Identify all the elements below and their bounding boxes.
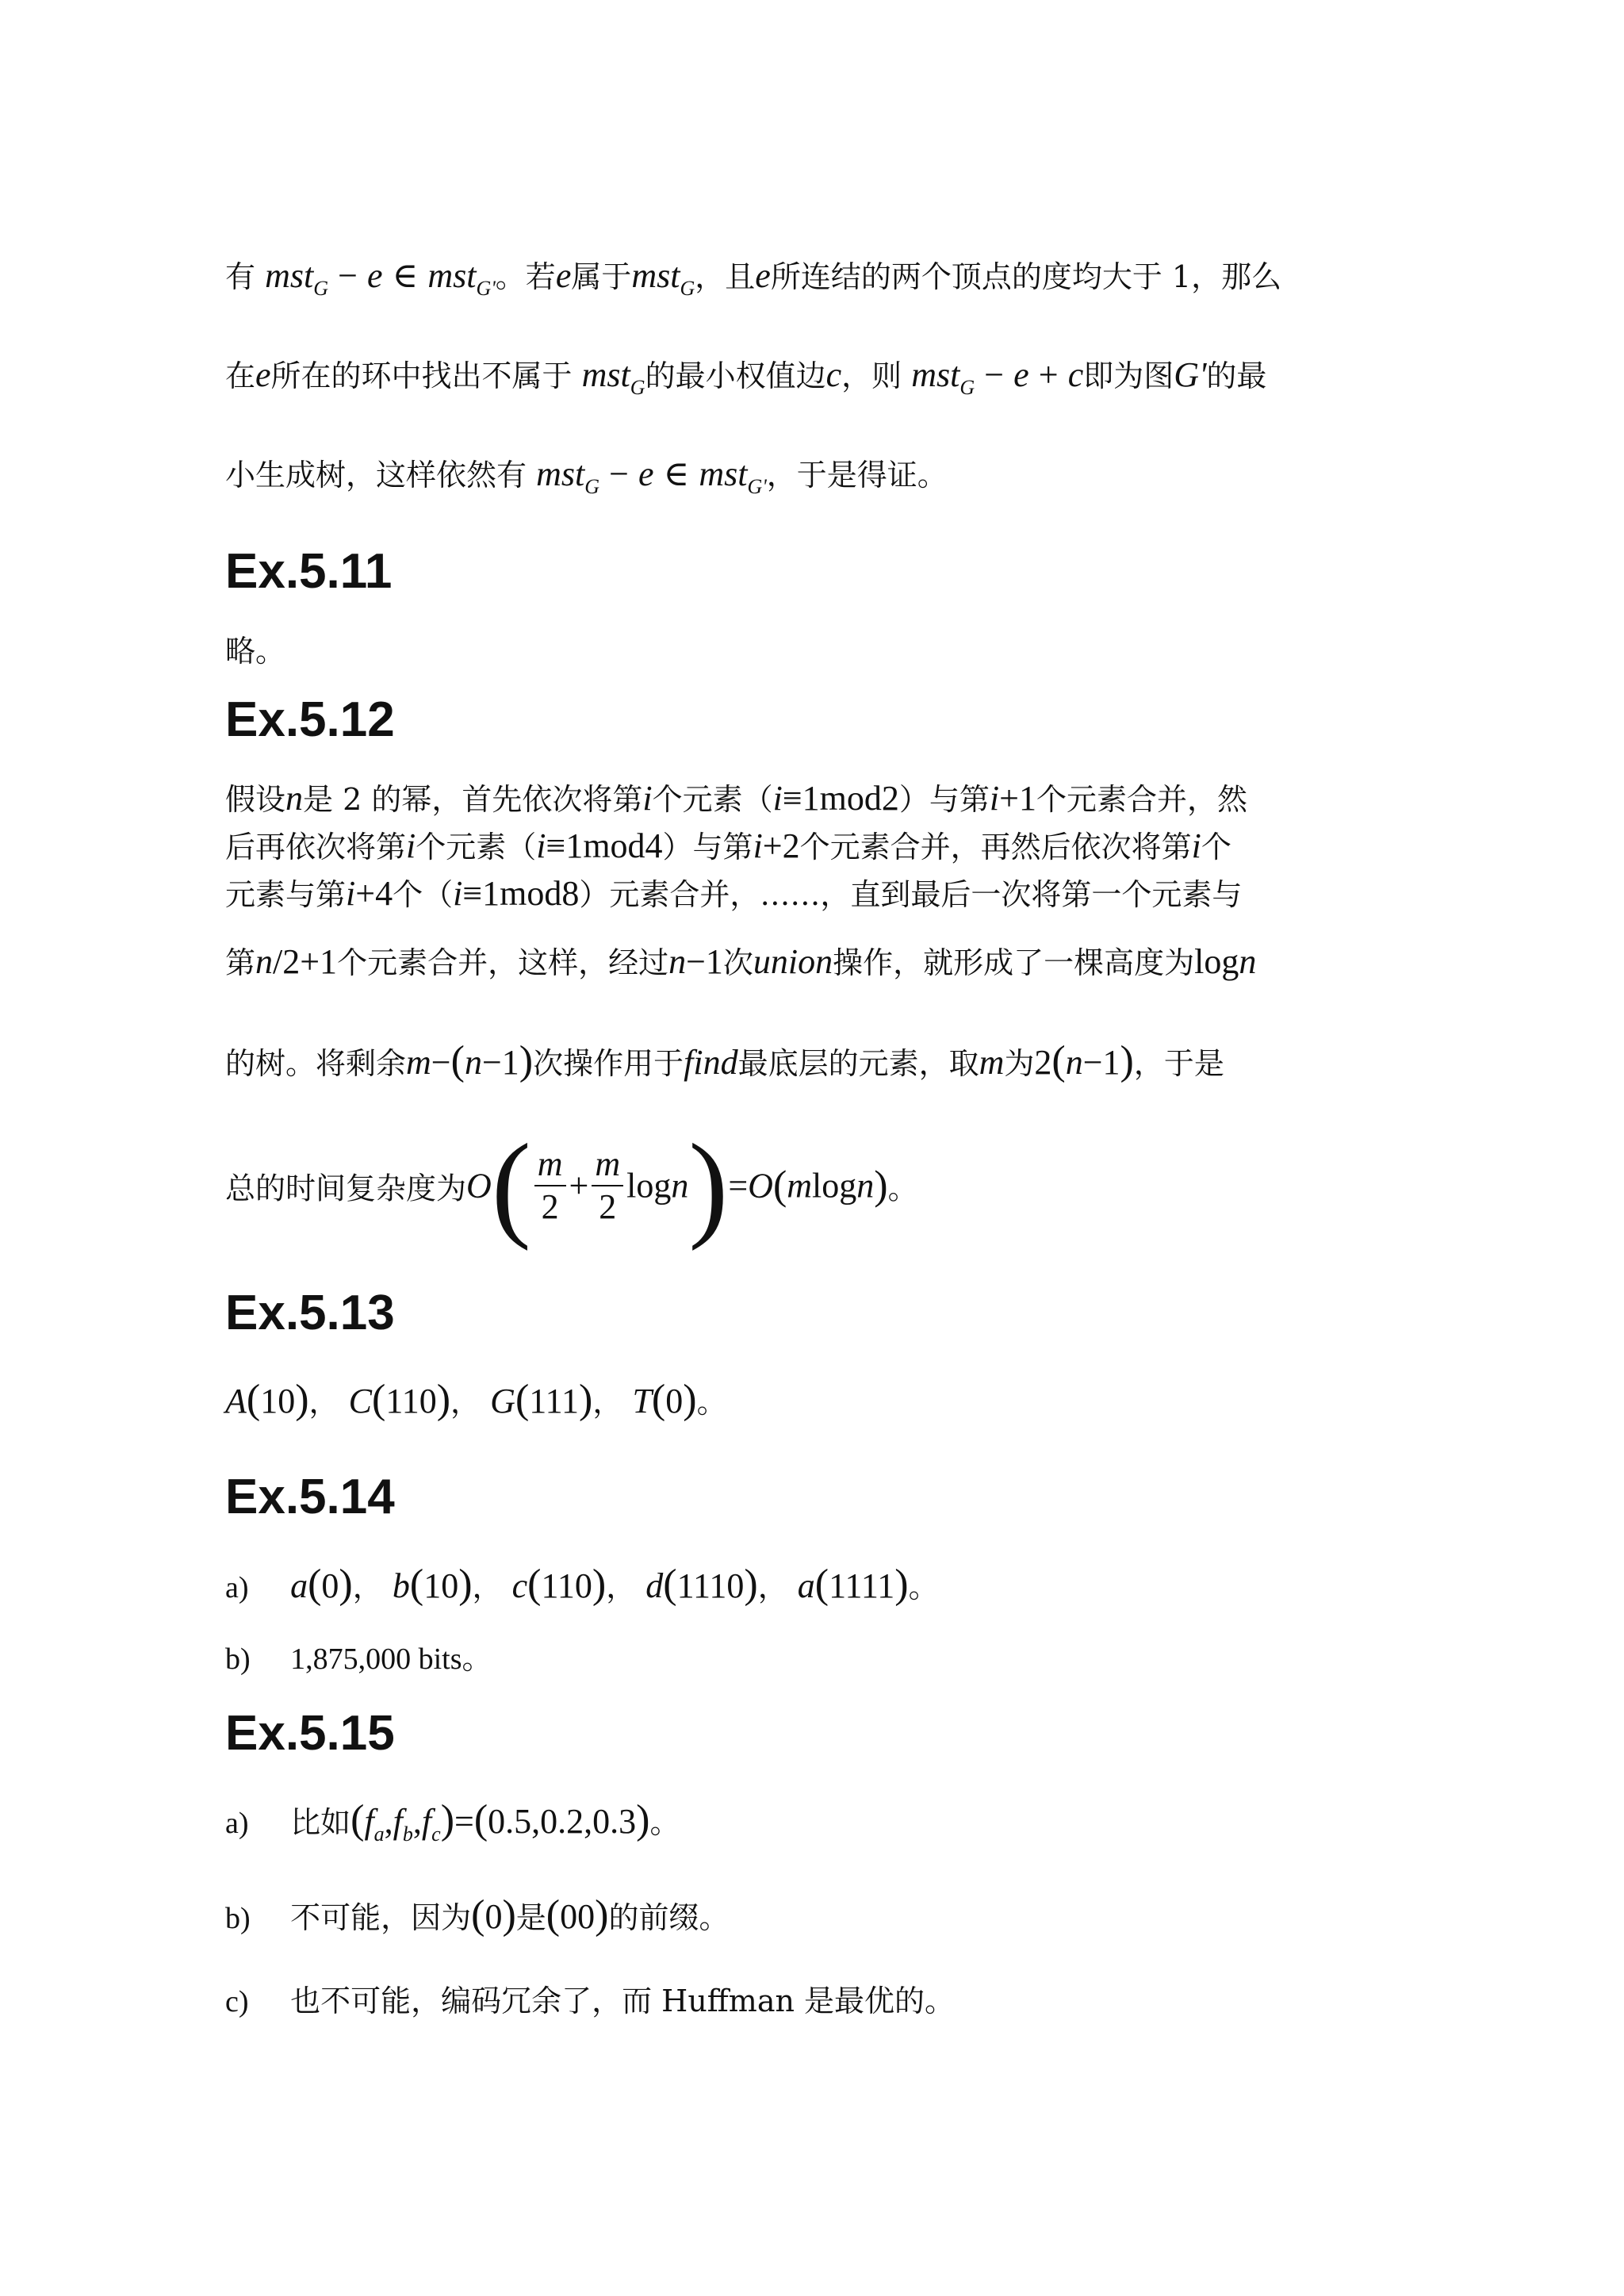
- math-i: i: [1191, 826, 1201, 865]
- text: 个: [1201, 830, 1231, 864]
- code-symbol: T: [632, 1382, 652, 1420]
- text: 1,875,000 bits。: [290, 1642, 492, 1676]
- math-e: e: [555, 256, 572, 295]
- text: 次操作用于: [533, 1046, 684, 1081]
- math-mst: mst: [536, 454, 585, 493]
- math-i: i: [772, 779, 783, 818]
- math-mst: mst: [265, 256, 314, 295]
- math-in: ∈: [392, 256, 419, 295]
- code-symbol: a: [797, 1566, 815, 1605]
- math-log: log: [812, 1166, 857, 1205]
- code-symbol: a: [290, 1566, 308, 1605]
- math-log: log: [1194, 942, 1239, 981]
- text: 个元素合并，这样，经过: [337, 945, 669, 980]
- text: 个元素（: [416, 830, 537, 864]
- code-value: 10: [423, 1566, 459, 1605]
- text: 次: [722, 945, 753, 980]
- ex-5-12-line-1: [225, 775, 1415, 818]
- ex-5-12-line-2: [225, 822, 1415, 866]
- math-half-plus-one: /2+1: [273, 942, 338, 981]
- ex-5-14-a: a) a(0)， b(10)， c(110)， d(1110)， a(1111)。: [225, 1562, 939, 1607]
- text: ）元素合并，……，直到最后一次将第一个元素与: [579, 877, 1243, 912]
- math-i: i: [989, 779, 1000, 818]
- text: 比如: [290, 1805, 351, 1840]
- cont-line-3: [225, 450, 1415, 499]
- math-i: i: [346, 874, 356, 913]
- item-label: a): [225, 1807, 249, 1840]
- frac-numerator: m: [592, 1144, 623, 1186]
- frac-denominator: 2: [541, 1187, 559, 1226]
- code-value: 110: [541, 1566, 592, 1605]
- text: 即为图: [1083, 358, 1174, 393]
- item-label: b): [225, 1642, 251, 1676]
- math-plus-two: +2: [762, 826, 800, 865]
- frac-numerator: m: [534, 1144, 566, 1186]
- text: 。: [908, 1570, 939, 1604]
- math-n: n: [856, 1166, 875, 1205]
- text: 操作，就形成了一棵高度为: [833, 945, 1195, 980]
- cont-line-1: [225, 252, 1415, 301]
- text: ，于是: [1133, 1046, 1224, 1081]
- math-i: i: [536, 826, 546, 865]
- text: 。: [696, 1385, 727, 1420]
- separator: ，: [352, 1570, 383, 1604]
- text: 有: [225, 259, 256, 294]
- code-value: 1111: [829, 1566, 895, 1605]
- ex-5-12-line-4: [225, 938, 1415, 982]
- text: 不可能，因为: [290, 1900, 472, 1935]
- math-n: n: [1239, 942, 1257, 981]
- heading-ex-5-13: Ex.5.13: [225, 1286, 395, 1340]
- text: 也不可能，编码冗余了，而 Huffman 是最优的。: [290, 1984, 956, 2018]
- separator: ，: [757, 1570, 788, 1604]
- math-minus: −: [984, 355, 1005, 394]
- separator: ，: [472, 1570, 503, 1604]
- code-symbol: d: [645, 1566, 664, 1605]
- ex-5-12-line-3: [225, 870, 1415, 914]
- math-congruence: ≡1mod2: [782, 779, 899, 818]
- text: 个元素（: [652, 782, 773, 817]
- ex-5-12-line-5: 的树。将剩余m−(n−1)次操作用于find最底层的元素，取m为2(n−1)，于是: [225, 1038, 1224, 1083]
- ex-5-11-body: 略。: [225, 634, 286, 669]
- item-label: c): [225, 1985, 249, 2018]
- text: 所在的环中找出不属于: [270, 358, 573, 393]
- math-e: e: [755, 256, 771, 295]
- math-minus: −: [609, 454, 629, 493]
- text: 最底层的元素，取: [737, 1046, 979, 1081]
- code-value: 1110: [676, 1566, 745, 1605]
- math-n: n: [1065, 1043, 1083, 1082]
- math-sub: G: [630, 376, 645, 399]
- math-f: f: [364, 1802, 374, 1841]
- text: ）与第: [662, 830, 753, 864]
- text: 属于: [571, 259, 632, 294]
- math-plus: +: [569, 1166, 589, 1205]
- code-value: 0: [665, 1382, 684, 1420]
- math-m: m: [979, 1043, 1005, 1082]
- math-n: n: [464, 1043, 482, 1082]
- math-e: e: [367, 256, 383, 295]
- separator: ，: [592, 1385, 623, 1420]
- math-minus: −: [431, 1043, 451, 1082]
- math-in: ∈: [663, 454, 690, 493]
- code-value: 111: [529, 1382, 579, 1420]
- text: 的最小权值边: [645, 358, 826, 393]
- code-symbol: b: [392, 1566, 410, 1605]
- code-value: 0: [321, 1566, 339, 1605]
- math-m: m: [787, 1166, 813, 1205]
- math-m: m: [406, 1043, 431, 1082]
- ex-5-12-line-6: 总的时间复杂度为O( $\frac{m}{2}$ + $\frac{m}{2}$ logn)=O(mlogn)。: [225, 1120, 918, 1251]
- text: 。: [649, 1805, 680, 1840]
- math-e: e: [1013, 355, 1029, 394]
- heading-ex-5-11: Ex.5.11: [225, 544, 393, 599]
- code-symbol: A: [225, 1382, 247, 1420]
- text: 个元素合并，再然后依次将第: [799, 830, 1192, 864]
- math-sub: G': [747, 475, 767, 498]
- math-minus: −: [338, 256, 358, 295]
- text: 。若: [495, 259, 556, 294]
- math-mst: mst: [911, 355, 960, 394]
- text: 个元素合并，然: [1036, 782, 1247, 817]
- math-equals: =: [454, 1802, 474, 1841]
- text: 的最: [1206, 358, 1267, 393]
- text: 小生成树，这样依然有: [225, 458, 527, 493]
- math-sub: G: [584, 475, 600, 498]
- math-values: 0.5,0.2,0.3: [488, 1802, 637, 1841]
- code-symbol: c: [511, 1566, 528, 1605]
- fraction-m-over-2: [534, 1144, 566, 1228]
- text: 是 2 的幂，首先依次将第: [303, 782, 643, 817]
- math-f: f: [393, 1802, 403, 1841]
- ex-5-15-b: b) 不可能，因为(0)是(00)的前缀。: [225, 1892, 730, 1938]
- ex-5-13-codes: A(10)， C(110)， G(111)， T(0)。: [225, 1377, 727, 1422]
- ex-5-14-b: [225, 1634, 1415, 1677]
- math-mst: mst: [631, 256, 680, 295]
- math-mst: mst: [699, 454, 748, 493]
- math-big-o: O: [748, 1166, 773, 1205]
- math-n: n: [255, 942, 274, 981]
- math-i: i: [453, 874, 463, 913]
- text: 是: [515, 1900, 546, 1935]
- math-sub: G: [959, 376, 975, 399]
- separator: ，: [450, 1385, 481, 1420]
- math-i: i: [406, 826, 416, 865]
- math-i: i: [642, 779, 653, 818]
- math-code: 00: [560, 1897, 596, 1936]
- math-congruence: ≡1mod4: [546, 826, 663, 865]
- math-f: f: [421, 1802, 432, 1841]
- math-minus-one: −1: [1082, 1043, 1120, 1082]
- math-comma: ,: [384, 1802, 393, 1841]
- ex-5-15-c: [225, 1976, 1415, 2020]
- math-congruence: ≡1mod8: [462, 874, 580, 913]
- heading-ex-5-15: Ex.5.15: [225, 1706, 395, 1761]
- math-c: c: [825, 355, 842, 394]
- text: 所连结的两个顶点的度均大于 1，那么: [770, 259, 1282, 294]
- math-sub: c: [431, 1823, 441, 1846]
- text: ）与第: [898, 782, 990, 817]
- text: 为: [1004, 1046, 1035, 1081]
- math-plus: +: [1038, 355, 1059, 394]
- item-label: b): [225, 1902, 251, 1935]
- text: 后再依次将第: [225, 830, 407, 864]
- code-symbol: C: [348, 1382, 373, 1420]
- text: 。: [887, 1171, 918, 1206]
- math-equals: =: [728, 1166, 749, 1205]
- math-e: e: [255, 355, 271, 394]
- math-sub: G': [476, 277, 496, 300]
- ex-5-15-a: a) 比如$(f_a,f_b,f_c)=(0.5,0.2,0.3)$。: [225, 1797, 680, 1846]
- text: 的树。将剩余: [225, 1046, 407, 1081]
- math-code: 0: [485, 1897, 503, 1936]
- math-n: n: [668, 942, 687, 981]
- math-big-o: O: [466, 1166, 492, 1205]
- heading-ex-5-12: Ex.5.12: [225, 692, 395, 747]
- math-plus-one: +1: [999, 779, 1036, 818]
- text: 第: [225, 945, 256, 980]
- cont-line-2: [225, 351, 1415, 400]
- code-value: 10: [260, 1382, 296, 1420]
- math-log: log: [626, 1166, 672, 1205]
- text: 在: [225, 358, 256, 393]
- math-sub: G: [680, 277, 695, 300]
- text: ，且: [695, 259, 756, 294]
- separator: ，: [308, 1385, 339, 1420]
- code-value: 110: [385, 1382, 437, 1420]
- math-sub: a: [373, 1823, 385, 1846]
- text: 总的时间复杂度为: [225, 1171, 467, 1206]
- math-minus-one: −1: [481, 1043, 519, 1082]
- text: ，则: [841, 358, 902, 393]
- math-find: find: [684, 1043, 738, 1082]
- math-e: e: [638, 454, 654, 493]
- text: 个（: [393, 877, 454, 912]
- frac-denominator: 2: [599, 1187, 617, 1226]
- math-mst: mst: [427, 256, 477, 295]
- math-minus-one: −1: [686, 942, 723, 981]
- text: 的前缀。: [608, 1900, 730, 1935]
- code-symbol: G: [490, 1382, 515, 1420]
- math-c: c: [1067, 355, 1084, 394]
- text: 元素与第: [225, 877, 347, 912]
- fraction-m-over-2: [592, 1144, 623, 1228]
- math-mst: mst: [581, 355, 630, 394]
- math-sub: b: [402, 1823, 413, 1846]
- text: 假设: [225, 782, 286, 817]
- text: ，于是得证。: [766, 458, 948, 493]
- math-union: union: [753, 942, 833, 981]
- math-gprime: G': [1174, 355, 1207, 394]
- math-n: n: [671, 1166, 689, 1205]
- item-label: a): [225, 1571, 249, 1604]
- math-two: 2: [1034, 1043, 1052, 1082]
- separator: ，: [606, 1570, 637, 1604]
- math-sub: G: [313, 277, 329, 300]
- math-comma: ,: [412, 1802, 422, 1841]
- math-n: n: [285, 779, 304, 818]
- math-plus-four: +4: [355, 874, 393, 913]
- heading-ex-5-14: Ex.5.14: [225, 1470, 395, 1524]
- math-i: i: [753, 826, 763, 865]
